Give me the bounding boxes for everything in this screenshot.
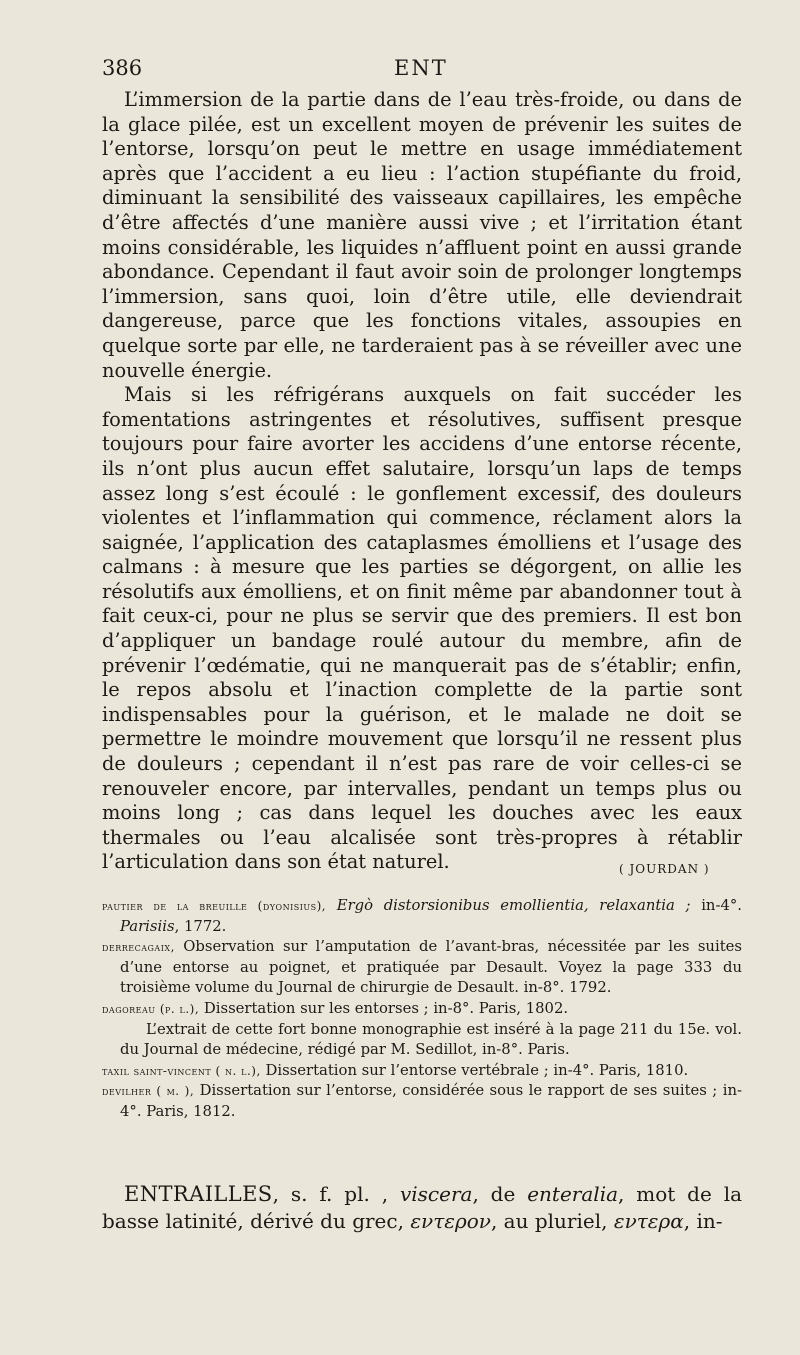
entry-greek: εντερον bbox=[410, 1209, 491, 1233]
article-body bbox=[102, 88, 742, 875]
paragraph: Mais si les réfrigérans auxquels on fait succéder les fomentations astringentes et résolutives, suffisent presque toujours pour faire avorter les accidens d’une entorse récente, ils n’ont plus aucun effet salutaire, lorsqu’un laps de temps assez long s’est écoulé : le gonflement excessif, des douleurs violentes et l’inflammation qui commence, réclament alors la saignée, l’application des cataplasmes émolliens et l’usage des calmans : à mesure que les parties se dégorgent, on allie les résolutifs aux émolliens, et on finit même par abandonner tout à fait ceux-ci, pour ne plus se servir que des premiers. Il est bon d’appliquer un bandage roulé autour du membre, afin de prévenir l’œdématie, qui ne manquerait pas de s’établir; enfin, le repos absolu et l’inaction complette de la partie sont indispensables pour la guérison, et le malade ne doit se permettre le moindre mouvement que lorsqu’il ne ressent plus de douleurs ; cependant il n’est pas rare de voir celles-ci se renouveler encore, par intervalles, pendant un temps plus ou moins long ; cas dans lequel les douches avec les eaux thermales ou l’eau alcalisée sont très-propres à rétablir l’articulation dans son état naturel. bbox=[102, 383, 742, 874]
reference-text: Dissertation sur l’entorse vertébrale ; in-4°. Paris, 1810. bbox=[265, 1061, 689, 1079]
reference-format: in-4°. bbox=[701, 897, 742, 914]
reference-note: L’extrait de cette fort bonne monographie est inséré à la page 211 du 15e. vol. du Journal de médecine, rédigé par M. Sedillot, in-8°. Paris. bbox=[120, 1020, 742, 1059]
reference-item bbox=[102, 937, 742, 999]
page-header bbox=[102, 56, 742, 86]
page-number: 386 bbox=[102, 56, 143, 80]
reference-text: Dissertation sur l’entorse, considérée sous le rapport de ses suites ; in-4°. Paris, 1812. bbox=[120, 1082, 742, 1120]
reference-item bbox=[102, 999, 742, 1061]
entry-greek-plural: εντερα bbox=[613, 1209, 684, 1233]
reference-item bbox=[102, 1081, 742, 1122]
reference-author: taxil saint-vincent ( n. l.), bbox=[102, 1063, 261, 1078]
author-signature: ( JOURDAN ) bbox=[619, 862, 710, 876]
reference-text: Observation sur l’amputation de l’avant-bras, nécessitée par les suites d’une entorse au poignet, et pratiquée par Desault. Voyez la page 333 du troisième volume du Journal de chirurgie de Desault. in-8°. 1792. bbox=[120, 938, 742, 997]
reference-author: devilher ( m. ), bbox=[102, 1084, 195, 1099]
reference-item bbox=[102, 1061, 742, 1082]
running-head: ENT bbox=[394, 56, 448, 80]
reference-place: Parisiis bbox=[120, 917, 175, 935]
bibliography bbox=[102, 896, 742, 1123]
reference-author: pautier de la breuille (dyonisius), bbox=[102, 899, 327, 913]
reference-text: Dissertation sur les entorses ; in-8°. Paris, 1802. bbox=[203, 999, 569, 1017]
entry-latin-late: enteralia bbox=[527, 1182, 619, 1206]
entry-headword: ENTRAILLES bbox=[124, 1182, 273, 1206]
reference-title: Ergò distorsionibus emollientia, relaxantia ; bbox=[336, 897, 691, 914]
reference-year: , 1772. bbox=[174, 917, 227, 935]
entry-text: , mot de la basse latinité, dérivé du grec, bbox=[102, 1182, 743, 1233]
entry-text: , de bbox=[472, 1182, 516, 1206]
dictionary-entry bbox=[102, 1181, 742, 1235]
reference-author: dagoreau (p. l.), bbox=[102, 1001, 200, 1016]
entry-text: , in- bbox=[683, 1209, 723, 1233]
entry-latin: viscera bbox=[399, 1182, 473, 1206]
reference-item bbox=[102, 896, 742, 937]
paragraph: L’immersion de la partie dans de l’eau très-froide, ou dans de la glace pilée, est un excellent moyen de prévenir les suites de l’entorse, lorsqu’on peut le mettre en usage immédiatement après que l’accident a eu lieu : l’action stupéfiante du froid, diminuant la sensibilité des vaisseaux capillaires, les empêche d’être affectés d’une manière aussi vive ; et l’irritation étant moins considérable, les liquides n’affluent point en aussi grande abondance. Cependant il faut avoir soin de prolonger longtemps l’immersion, sans quoi, loin d’être utile, elle deviendrait dangereuse, parce que les fonctions vitales, assoupies en quelque sorte par elle, ne tarderaient pas à se réveiller avec une nouvelle énergie. bbox=[102, 88, 742, 382]
reference-author: derrecagaix, bbox=[102, 940, 175, 955]
entry-grammar: , s. f. pl. , bbox=[272, 1182, 389, 1206]
entry-text: , au pluriel, bbox=[490, 1209, 608, 1233]
